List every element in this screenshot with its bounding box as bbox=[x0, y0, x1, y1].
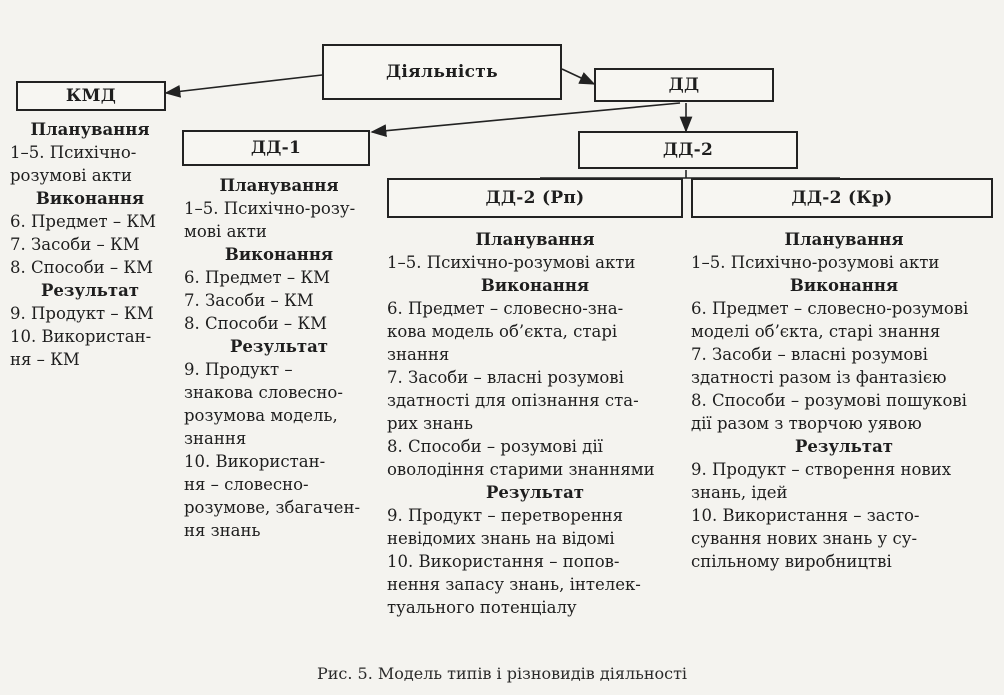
dd2-rp-planning-line: 1–5. Психічно-розумові акти bbox=[387, 253, 636, 272]
dd2-rp-result-line: 10. Використання – попов- bbox=[387, 552, 620, 571]
dd2-kr-execution-line: моделі об’єкта, старі знання bbox=[691, 322, 941, 341]
dd2-kr-result-line: спільному виробництві bbox=[691, 552, 892, 571]
dd1-planning-line: 1–5. Психічно-розу- bbox=[184, 199, 356, 218]
dd1-result-line: розумова модель, bbox=[184, 406, 338, 425]
box-dd2-rp-label: ДД-2 (Рп) bbox=[485, 188, 585, 208]
box-activity bbox=[322, 44, 562, 100]
kmd-planning-line: 1–5. Психічно- bbox=[10, 143, 137, 162]
kmd-execution-line: 8. Способи – КМ bbox=[10, 258, 154, 277]
dd2-kr-execution-heading: Виконання bbox=[789, 276, 899, 295]
dd1-planning-line: мові акти bbox=[184, 222, 267, 241]
dd2-rp-planning-heading: Планування bbox=[475, 230, 595, 249]
dd2-rp-result-line: нення запасу знань, інтелек- bbox=[387, 575, 641, 594]
dd2-rp-column bbox=[387, 228, 683, 619]
dd2-kr-planning-heading: Планування bbox=[784, 230, 904, 249]
kmd-planning-heading: Планування bbox=[30, 120, 150, 139]
box-activity-label: Діяльність bbox=[386, 62, 498, 82]
dd2-rp-execution-heading: Виконання bbox=[480, 276, 590, 295]
kmd-planning-line: розумові акти bbox=[10, 166, 133, 185]
box-dd1-label: ДД-1 bbox=[250, 138, 302, 158]
dd2-rp-execution-line: рих знань bbox=[387, 414, 473, 433]
dd2-rp-result-line: невідомих знань на відомі bbox=[387, 529, 615, 548]
kmd-result-line: 10. Використан- bbox=[10, 327, 152, 346]
dd2-rp-execution-line: кова модель об’єкта, старі bbox=[387, 322, 618, 341]
dd2-rp-execution-line: оволодіння старими знаннями bbox=[387, 460, 655, 479]
box-kmd bbox=[16, 81, 166, 111]
box-kmd-label: КМД bbox=[65, 86, 117, 106]
dd2-kr-execution-line: 6. Предмет – словесно-розумові bbox=[691, 299, 969, 318]
dd1-execution-line: 6. Предмет – КМ bbox=[184, 268, 330, 287]
kmd-execution-heading: Виконання bbox=[35, 189, 145, 208]
dd1-execution-line: 7. Засоби – КМ bbox=[184, 291, 314, 310]
dd1-result-line: знакова словесно- bbox=[184, 383, 343, 402]
dd2-kr-result-line: 10. Використання – засто- bbox=[691, 506, 920, 525]
dd1-result-line: 10. Використан- bbox=[184, 452, 326, 471]
kmd-result-line: ня – КМ bbox=[10, 350, 80, 369]
dd2-rp-execution-line: знання bbox=[387, 345, 450, 364]
box-dd2-kr-label: ДД-2 (Кр) bbox=[791, 188, 893, 208]
kmd-execution-line: 7. Засоби – КМ bbox=[10, 235, 140, 254]
dd2-kr-execution-line: 7. Засоби – власні розумові bbox=[691, 345, 928, 364]
box-dd bbox=[594, 68, 774, 102]
kmd-execution-line: 6. Предмет – КМ bbox=[10, 212, 156, 231]
dd1-execution-heading: Виконання bbox=[224, 245, 334, 264]
dd1-result-line: ня – словесно- bbox=[184, 475, 309, 494]
dd2-rp-result-heading: Результат bbox=[486, 483, 584, 502]
dd2-kr-result-line: знань, ідей bbox=[691, 483, 788, 502]
dd2-rp-execution-line: 6. Предмет – словесно-зна- bbox=[387, 299, 624, 318]
dd2-rp-result-line: туального потенціалу bbox=[387, 598, 577, 617]
dd2-kr-execution-line: 8. Способи – розумові пошукові bbox=[691, 391, 967, 410]
box-dd2-kr bbox=[691, 178, 993, 218]
dd2-kr-result-line: сування нових знань у су- bbox=[691, 529, 918, 548]
dd1-planning-heading: Планування bbox=[219, 176, 339, 195]
box-dd2-label: ДД-2 bbox=[662, 140, 714, 160]
dd1-result-line: розумове, збагачен- bbox=[184, 498, 361, 517]
kmd-result-heading: Результат bbox=[41, 281, 139, 300]
dd2-kr-execution-line: здатності разом із фантазією bbox=[691, 368, 947, 387]
dd2-kr-column bbox=[691, 228, 997, 573]
box-dd2-rp bbox=[387, 178, 683, 218]
dd2-rp-execution-line: здатності для опізнання ста- bbox=[387, 391, 639, 410]
dd2-rp-result-line: 9. Продукт – перетворення bbox=[387, 506, 624, 525]
dd1-result-line: ня знань bbox=[184, 521, 261, 540]
dd1-result-heading: Результат bbox=[230, 337, 328, 356]
dd1-result-line: 9. Продукт – bbox=[184, 360, 293, 379]
dd2-rp-execution-line: 8. Способи – розумові дії bbox=[387, 437, 603, 456]
arrow-dd-to-dd1 bbox=[372, 103, 680, 132]
dd2-rp-execution-line: 7. Засоби – власні розумові bbox=[387, 368, 624, 387]
figure-caption: Рис. 5. Модель типів і різновидів діяльності bbox=[316, 664, 688, 683]
dd2-kr-execution-line: дії разом з творчою уявою bbox=[691, 414, 922, 433]
box-dd2 bbox=[578, 131, 798, 169]
arrow-activity-to-kmd bbox=[166, 75, 322, 93]
arrow-activity-to-dd bbox=[562, 69, 594, 84]
dd1-execution-line: 8. Способи – КМ bbox=[184, 314, 328, 333]
dd1-column bbox=[184, 174, 374, 542]
dd2-kr-result-line: 9. Продукт – створення нових bbox=[691, 460, 952, 479]
kmd-column bbox=[10, 118, 170, 371]
dd2-kr-planning-line: 1–5. Психічно-розумові акти bbox=[691, 253, 940, 272]
dd2-kr-result-heading: Результат bbox=[795, 437, 893, 456]
box-dd1 bbox=[182, 130, 370, 166]
kmd-result-line: 9. Продукт – КМ bbox=[10, 304, 154, 323]
dd1-result-line: знання bbox=[184, 429, 247, 448]
box-dd-label: ДД bbox=[668, 75, 700, 95]
